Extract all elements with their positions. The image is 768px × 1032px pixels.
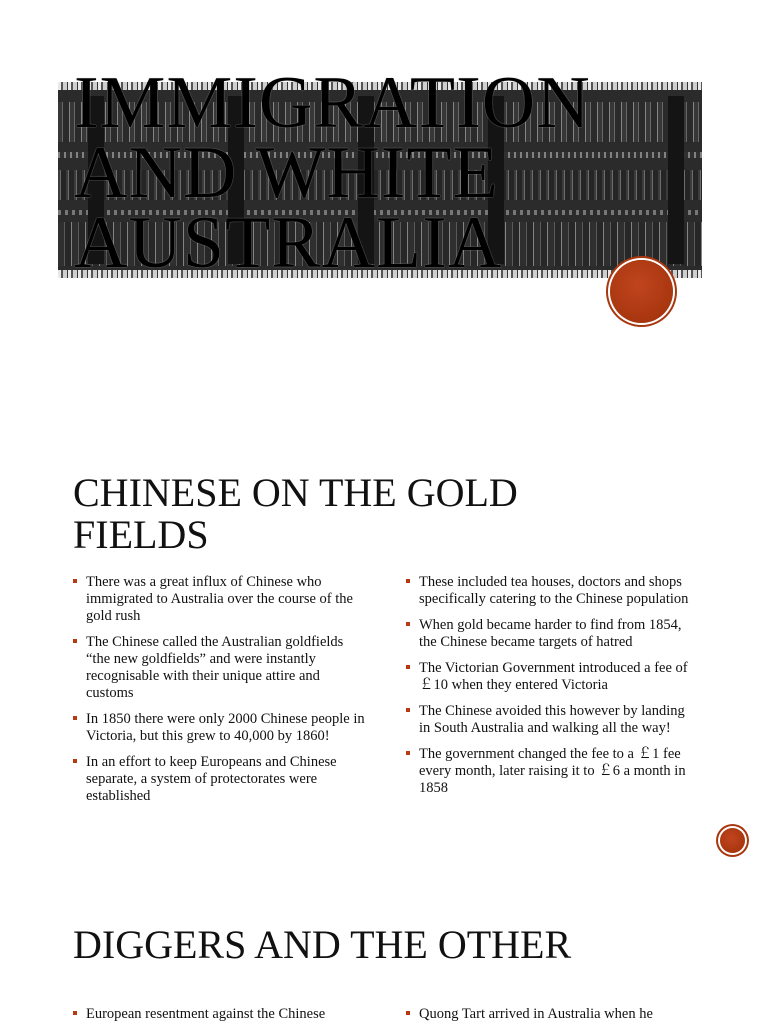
chinese-goldfields-slide: [0, 396, 768, 896]
bullet-list-left: [73, 574, 365, 814]
bullet-icon: [73, 716, 77, 720]
list-item: European resentment against the Chinese: [73, 1006, 365, 1023]
list-item: The Chinese called the Australian goldfields “the new goldfields” and were instantly recognisable with their unique attire and customs: [73, 634, 365, 702]
bullet-icon: [406, 622, 410, 626]
bullet-icon: [73, 639, 77, 643]
list-item: The Victorian Government introduced a fee of ￡10 when they entered Victoria: [406, 660, 696, 694]
bullet-list-left: [73, 1006, 365, 1032]
list-item: When gold became harder to find from 1854, the Chinese became targets of hatred: [406, 617, 696, 651]
bullet-icon: [406, 751, 410, 755]
list-item: The government changed the fee to a ￡1 fee every month, later raising it to ￡6 a month in 1858: [406, 746, 696, 797]
list-item: In an effort to keep Europeans and Chinese separate, a system of protectorates were established: [73, 754, 365, 805]
bullet-list-right: [406, 1006, 696, 1032]
diggers-slide: [0, 896, 768, 1024]
bullet-icon: [406, 665, 410, 669]
bullet-icon: [406, 708, 410, 712]
bullet-icon: [73, 759, 77, 763]
bullet-icon: [73, 579, 77, 583]
list-item: Quong Tart arrived in Australia when he: [406, 1006, 696, 1023]
list-item: In 1850 there were only 2000 Chinese people in Victoria, but this grew to 40,000 by 1860!: [73, 711, 365, 745]
decorative-circle-icon: [610, 260, 673, 323]
bullet-icon: [406, 579, 410, 583]
slide-heading: DIGGERS AND THE OTHER: [73, 922, 572, 967]
slide-title: IMMIGRATION AND WHITE AUSTRALIA: [74, 62, 591, 284]
bullet-list-right: [406, 574, 696, 806]
slide-heading: CHINESE ON THE GOLD FIELDS: [73, 470, 518, 557]
list-item: The Chinese avoided this however by landing in South Australia and walking all the way!: [406, 703, 696, 737]
decorative-circle-icon: [720, 828, 745, 853]
list-item: These included tea houses, doctors and shops specifically catering to the Chinese population: [406, 574, 696, 608]
list-item: There was a great influx of Chinese who immigrated to Australia over the course of the gold rush: [73, 574, 365, 625]
bullet-icon: [73, 1011, 77, 1015]
bullet-icon: [406, 1011, 410, 1015]
title-slide: [0, 0, 768, 396]
